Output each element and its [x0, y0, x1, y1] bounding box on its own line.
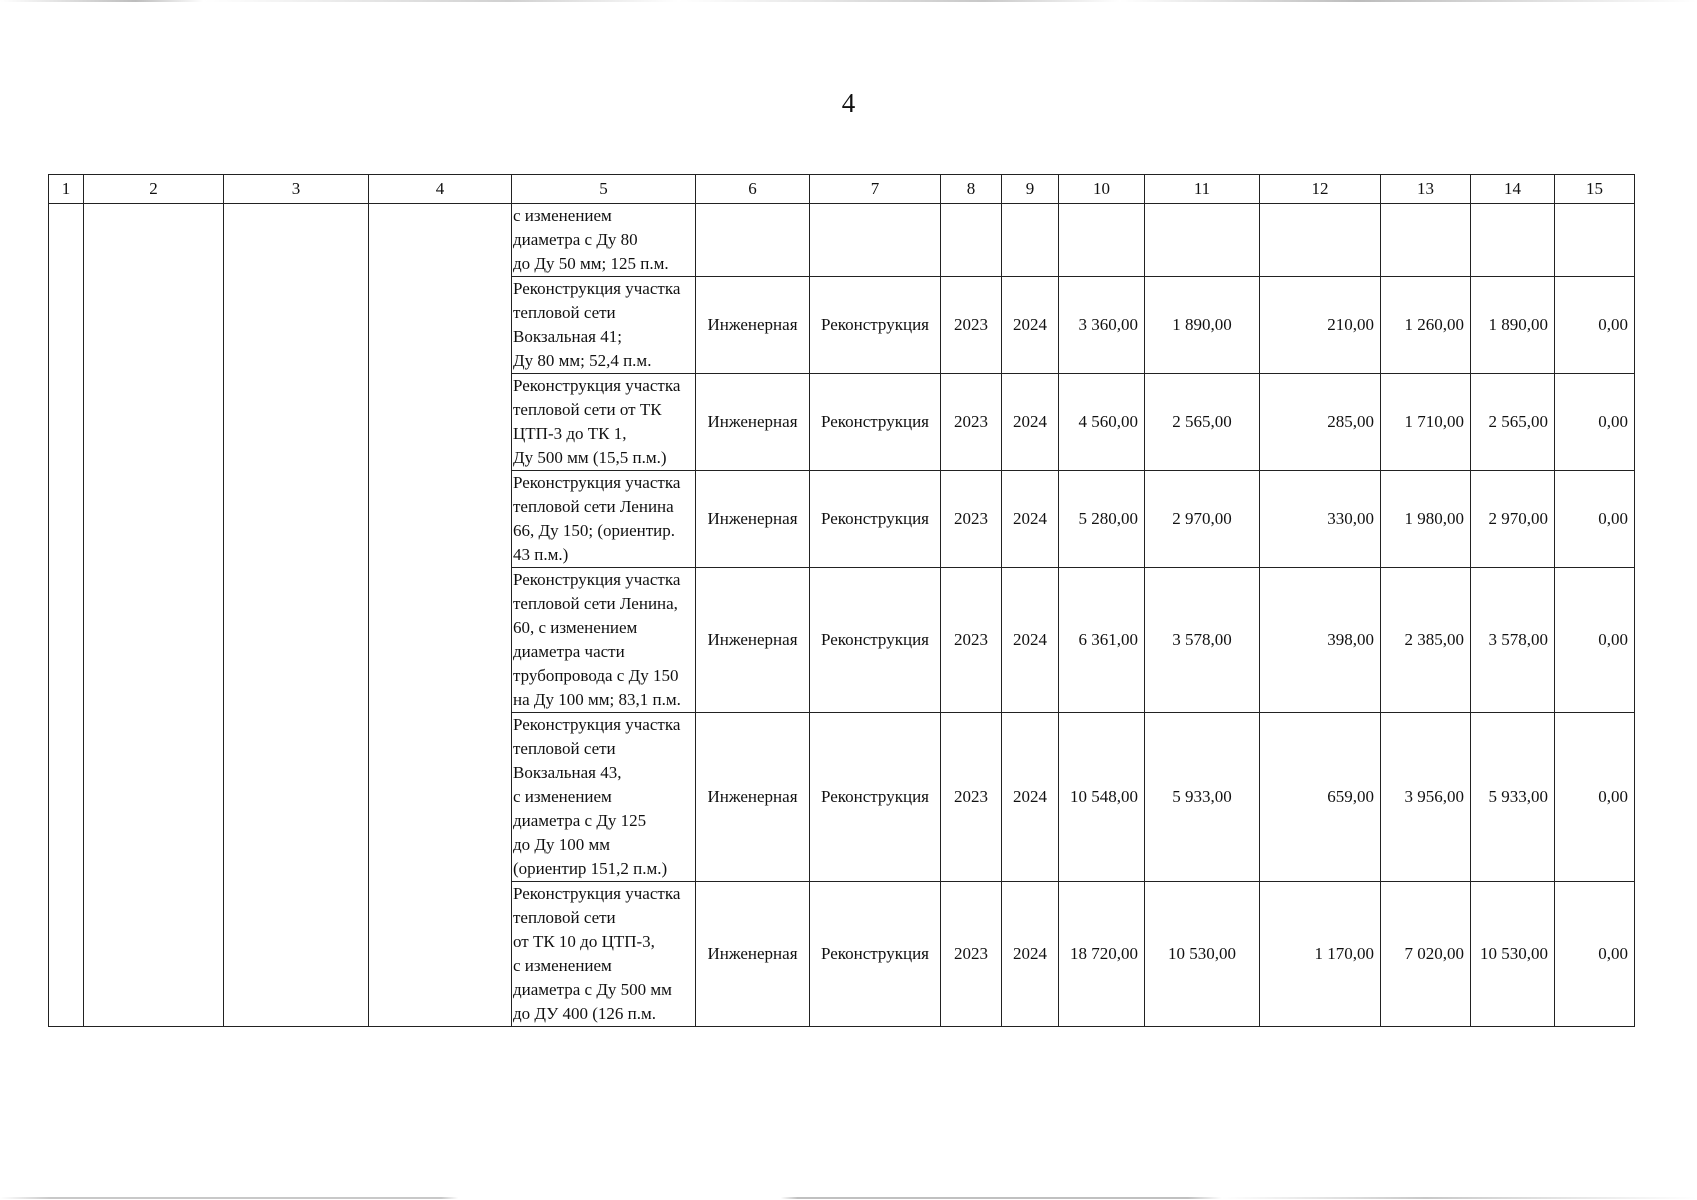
description-line: до Ду 50 мм; 125 п.м. [513, 254, 669, 273]
merged-cell-col-1 [49, 204, 84, 1027]
year-end: 2024 [1002, 713, 1059, 882]
cost-col-13: 1 710,00 [1381, 374, 1471, 471]
description-line: тепловой сети Ленина [513, 497, 674, 516]
cost-col-15: 0,00 [1555, 277, 1635, 374]
year-end: 2024 [1002, 374, 1059, 471]
description-line: тепловой сети [513, 739, 616, 758]
investment-table [48, 174, 1635, 1027]
project-description [512, 882, 696, 1027]
merged-cell-col-4 [369, 204, 512, 1027]
description-line: диаметра с Ду 125 [513, 811, 647, 830]
cost-col-13: 7 020,00 [1381, 882, 1471, 1027]
cost-total: 3 360,00 [1059, 277, 1145, 374]
year-start: 2023 [941, 568, 1002, 713]
cost-total: 10 548,00 [1059, 713, 1145, 882]
work-kind: Реконструкция [810, 471, 941, 568]
merged-cell-col-2 [84, 204, 224, 1027]
col-number-3: 3 [224, 175, 369, 204]
infrastructure-type: Инженерная [696, 374, 810, 471]
description-line: Реконструкция участка [513, 473, 681, 492]
cost-col-11: 2 565,00 [1145, 374, 1260, 471]
project-description [512, 204, 696, 277]
infrastructure-type: Инженерная [696, 277, 810, 374]
cost-col-11: 10 530,00 [1145, 882, 1260, 1027]
col-number-5: 5 [512, 175, 696, 204]
cost-col-14: 1 890,00 [1471, 277, 1555, 374]
project-description [512, 277, 696, 374]
description-line: Вокзальная 43, [513, 763, 622, 782]
project-description [512, 374, 696, 471]
year-start [941, 204, 1002, 277]
page-number: 4 [841, 88, 856, 118]
description-line: тепловой сети [513, 908, 616, 927]
cost-col-13: 3 956,00 [1381, 713, 1471, 882]
column-number-row [49, 175, 1635, 204]
cost-col-11: 3 578,00 [1145, 568, 1260, 713]
cost-col-12: 285,00 [1260, 374, 1381, 471]
description-line: трубопровода с Ду 150 [513, 666, 679, 685]
description-line: ЦТП-3 до ТК 1, [513, 424, 627, 443]
year-start: 2023 [941, 471, 1002, 568]
work-kind: Реконструкция [810, 374, 941, 471]
description-line: 43 п.м.) [513, 545, 569, 564]
work-kind: Реконструкция [810, 882, 941, 1027]
infrastructure-type: Инженерная [696, 568, 810, 713]
col-number-6: 6 [696, 175, 810, 204]
cost-col-12 [1260, 204, 1381, 277]
description-line: Реконструкция участка [513, 376, 681, 395]
infrastructure-type: Инженерная [696, 882, 810, 1027]
cost-col-11: 2 970,00 [1145, 471, 1260, 568]
description-line: с изменением [513, 956, 612, 975]
col-number-2: 2 [84, 175, 224, 204]
description-line: на Ду 100 мм; 83,1 п.м. [513, 690, 681, 709]
scan-edge-bottom [0, 1197, 1697, 1199]
scan-edge-top [0, 0, 1697, 2]
year-end [1002, 204, 1059, 277]
col-number-10: 10 [1059, 175, 1145, 204]
cost-col-13: 2 385,00 [1381, 568, 1471, 713]
year-end: 2024 [1002, 277, 1059, 374]
description-line: тепловой сети Ленина, [513, 594, 678, 613]
cost-col-14: 5 933,00 [1471, 713, 1555, 882]
cost-col-13: 1 260,00 [1381, 277, 1471, 374]
cost-col-15: 0,00 [1555, 374, 1635, 471]
description-line: с изменением [513, 787, 612, 806]
cost-col-15 [1555, 204, 1635, 277]
description-line: 66, Ду 150; (ориентир. [513, 521, 675, 540]
description-line: Реконструкция участка [513, 715, 681, 734]
cost-col-15: 0,00 [1555, 471, 1635, 568]
cost-total: 6 361,00 [1059, 568, 1145, 713]
description-line: диаметра с Ду 500 мм [513, 980, 672, 999]
description-line: с изменением [513, 206, 612, 225]
project-description [512, 471, 696, 568]
col-number-7: 7 [810, 175, 941, 204]
table-row [49, 204, 1635, 277]
description-line: диаметра с Ду 80 [513, 230, 638, 249]
year-start: 2023 [941, 277, 1002, 374]
work-kind: Реконструкция [810, 568, 941, 713]
cost-total: 4 560,00 [1059, 374, 1145, 471]
work-kind: Реконструкция [810, 277, 941, 374]
col-number-12: 12 [1260, 175, 1381, 204]
year-start: 2023 [941, 374, 1002, 471]
year-start: 2023 [941, 882, 1002, 1027]
description-line: до Ду 100 мм [513, 835, 611, 854]
cost-col-12: 1 170,00 [1260, 882, 1381, 1027]
cost-col-15: 0,00 [1555, 568, 1635, 713]
cost-col-11: 5 933,00 [1145, 713, 1260, 882]
col-number-15: 15 [1555, 175, 1635, 204]
work-kind: Реконструкция [810, 713, 941, 882]
year-end: 2024 [1002, 471, 1059, 568]
cost-col-15: 0,00 [1555, 882, 1635, 1027]
year-end: 2024 [1002, 882, 1059, 1027]
cost-col-14: 2 565,00 [1471, 374, 1555, 471]
description-line: Ду 80 мм; 52,4 п.м. [513, 351, 652, 370]
cost-col-12: 659,00 [1260, 713, 1381, 882]
description-line: тепловой сети [513, 303, 616, 322]
col-number-4: 4 [369, 175, 512, 204]
description-line: диаметра части [513, 642, 625, 661]
infrastructure-type [696, 204, 810, 277]
work-kind [810, 204, 941, 277]
cost-col-15: 0,00 [1555, 713, 1635, 882]
year-end: 2024 [1002, 568, 1059, 713]
cost-col-14: 3 578,00 [1471, 568, 1555, 713]
col-number-9: 9 [1002, 175, 1059, 204]
col-number-13: 13 [1381, 175, 1471, 204]
col-number-8: 8 [941, 175, 1002, 204]
cost-col-12: 398,00 [1260, 568, 1381, 713]
infrastructure-type: Инженерная [696, 713, 810, 882]
description-line: Ду 500 мм (15,5 п.м.) [513, 448, 667, 467]
cost-col-14: 10 530,00 [1471, 882, 1555, 1027]
project-description [512, 568, 696, 713]
description-line: Реконструкция участка [513, 570, 681, 589]
description-line: Реконструкция участка [513, 279, 681, 298]
infrastructure-type: Инженерная [696, 471, 810, 568]
cost-total: 18 720,00 [1059, 882, 1145, 1027]
merged-cell-col-3 [224, 204, 369, 1027]
col-number-1: 1 [49, 175, 84, 204]
cost-col-11 [1145, 204, 1260, 277]
project-description [512, 713, 696, 882]
cost-col-13: 1 980,00 [1381, 471, 1471, 568]
cost-col-14 [1471, 204, 1555, 277]
description-line: Вокзальная 41; [513, 327, 622, 346]
cost-col-14: 2 970,00 [1471, 471, 1555, 568]
cost-col-12: 210,00 [1260, 277, 1381, 374]
col-number-11: 11 [1145, 175, 1260, 204]
description-line: Реконструкция участка [513, 884, 681, 903]
col-number-14: 14 [1471, 175, 1555, 204]
description-line: 60, с изменением [513, 618, 638, 637]
cost-col-12: 330,00 [1260, 471, 1381, 568]
description-line: тепловой сети от ТК [513, 400, 662, 419]
year-start: 2023 [941, 713, 1002, 882]
cost-total [1059, 204, 1145, 277]
cost-col-13 [1381, 204, 1471, 277]
description-line: (ориентир 151,2 п.м.) [513, 859, 668, 878]
cost-total: 5 280,00 [1059, 471, 1145, 568]
description-line: до ДУ 400 (126 п.м. [513, 1004, 657, 1023]
cost-col-11: 1 890,00 [1145, 277, 1260, 374]
description-line: от ТК 10 до ЦТП-3, [513, 932, 655, 951]
